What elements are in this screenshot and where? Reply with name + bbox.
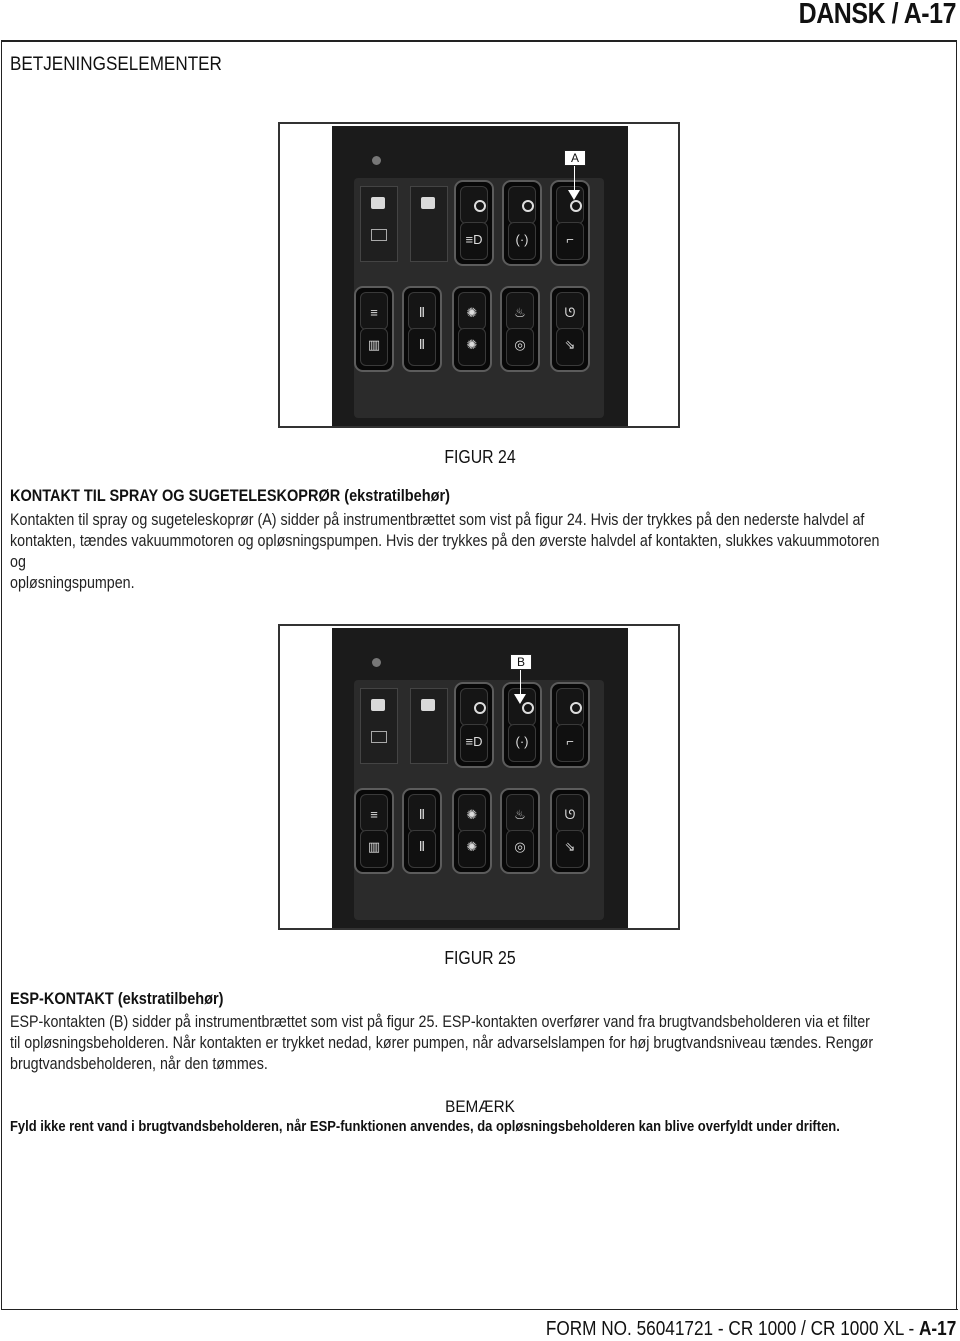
notice-title: BEMÆRK: [445, 1097, 515, 1116]
beacon-switch: (·): [502, 682, 542, 768]
indicator-lamp-1: [360, 186, 398, 262]
wand-lower-switch: ᘎ ⇘: [550, 286, 590, 372]
switch-panel: [354, 178, 604, 418]
spray-switch-body: [10, 510, 884, 594]
esp-switch-body: [10, 1012, 884, 1075]
figure-24-caption: FIGUR 24: [444, 447, 516, 467]
control-panel-image: [332, 628, 628, 928]
footer-page-number: A-17: [918, 1318, 956, 1340]
section-heading: BETJENINGSELEMENTER: [10, 54, 222, 75]
footer-divider: [1, 1309, 958, 1310]
panel-screw-icon: [372, 658, 381, 667]
esp-body-line-1: ESP-kontakten (B) sidder på instrumentbrættet som vist på figur 25. ESP-kontakten overfører vand fra brugtvandsbeholderen via et filter: [10, 1013, 870, 1031]
esp-body-line-2: til opløsningsbeholderen. Når kontakten er trykket nedad, kører pumpen, når advarselslampen for høj brugtvandsniveau tændes. Rengør: [10, 1034, 874, 1052]
spray-body-line-3: opløsningspumpen.: [10, 574, 135, 592]
spray-body-line-2: kontakten, tændes vakuummotoren og opløsningspumpen. Hvis der trykkes på den øverste halvdel af kontakten, slukkes vakuummotoren og: [10, 532, 880, 571]
wand-lower-switch: ᘎ ⇘: [550, 788, 590, 874]
headlight-switch: ≡D: [454, 682, 494, 768]
panel-screw-icon: [372, 156, 381, 165]
callout-a-arrowhead: [568, 190, 580, 200]
solution-switch: ✺ ✺: [452, 788, 492, 874]
spray-switch-heading: KONTAKT TIL SPRAY OG SUGETELESKOPRØR (ekstratilbehør): [10, 487, 450, 505]
page-header-title: DANSK / A-17: [798, 0, 956, 30]
indicator-lamp-1: [360, 688, 398, 764]
spray-body-line-1: Kontakten til spray og sugeteleskoprør (A) sidder på instrumentbrættet som vist på figur 24. Hvis der trykkes på den nederste halvdel af: [10, 511, 865, 529]
esp-switch: ♨ ◎: [500, 286, 540, 372]
callout-a-label: A: [564, 150, 586, 166]
esp-switch: ♨ ◎: [500, 788, 540, 874]
switch-panel: [354, 680, 604, 920]
figure-25-caption: FIGUR 25: [444, 948, 516, 968]
callout-a-arrow: [574, 166, 575, 192]
indicator-lamp-2: [410, 186, 448, 262]
vacuum-switch: Ⅱ Ⅱ: [402, 286, 442, 372]
headlight-switch: ≡D: [454, 180, 494, 266]
spray-wand-switch: ⌐: [550, 180, 590, 266]
control-panel-image: [332, 126, 628, 426]
beacon-switch: (·): [502, 180, 542, 266]
brush-switch: ≡ ▥: [354, 286, 394, 372]
callout-b-arrowhead: [514, 694, 526, 704]
solution-switch: ✺ ✺: [452, 286, 492, 372]
page-footer: [546, 1318, 956, 1341]
figure-25-photo: [278, 624, 680, 930]
esp-body-line-3: brugtvandsbeholderen, når den tømmes.: [10, 1055, 268, 1073]
callout-b-arrow: [520, 670, 521, 696]
spray-wand-switch: ⌐: [550, 682, 590, 768]
brush-switch: ≡ ▥: [354, 788, 394, 874]
figure-24-photo: [278, 122, 680, 428]
footer-form-number: FORM NO. 56041721 - CR 1000 / CR 1000 XL -: [545, 1318, 919, 1340]
vacuum-switch: Ⅱ Ⅱ: [402, 788, 442, 874]
indicator-lamp-2: [410, 688, 448, 764]
callout-b-label: B: [510, 654, 532, 670]
esp-switch-heading: ESP-KONTAKT (ekstratilbehør): [10, 990, 224, 1008]
notice-text: Fyld ikke rent vand i brugtvandsbeholderen, når ESP-funktionen anvendes, da opløsningsbeholderen kan blive overfyldt under driften.: [10, 1118, 840, 1135]
